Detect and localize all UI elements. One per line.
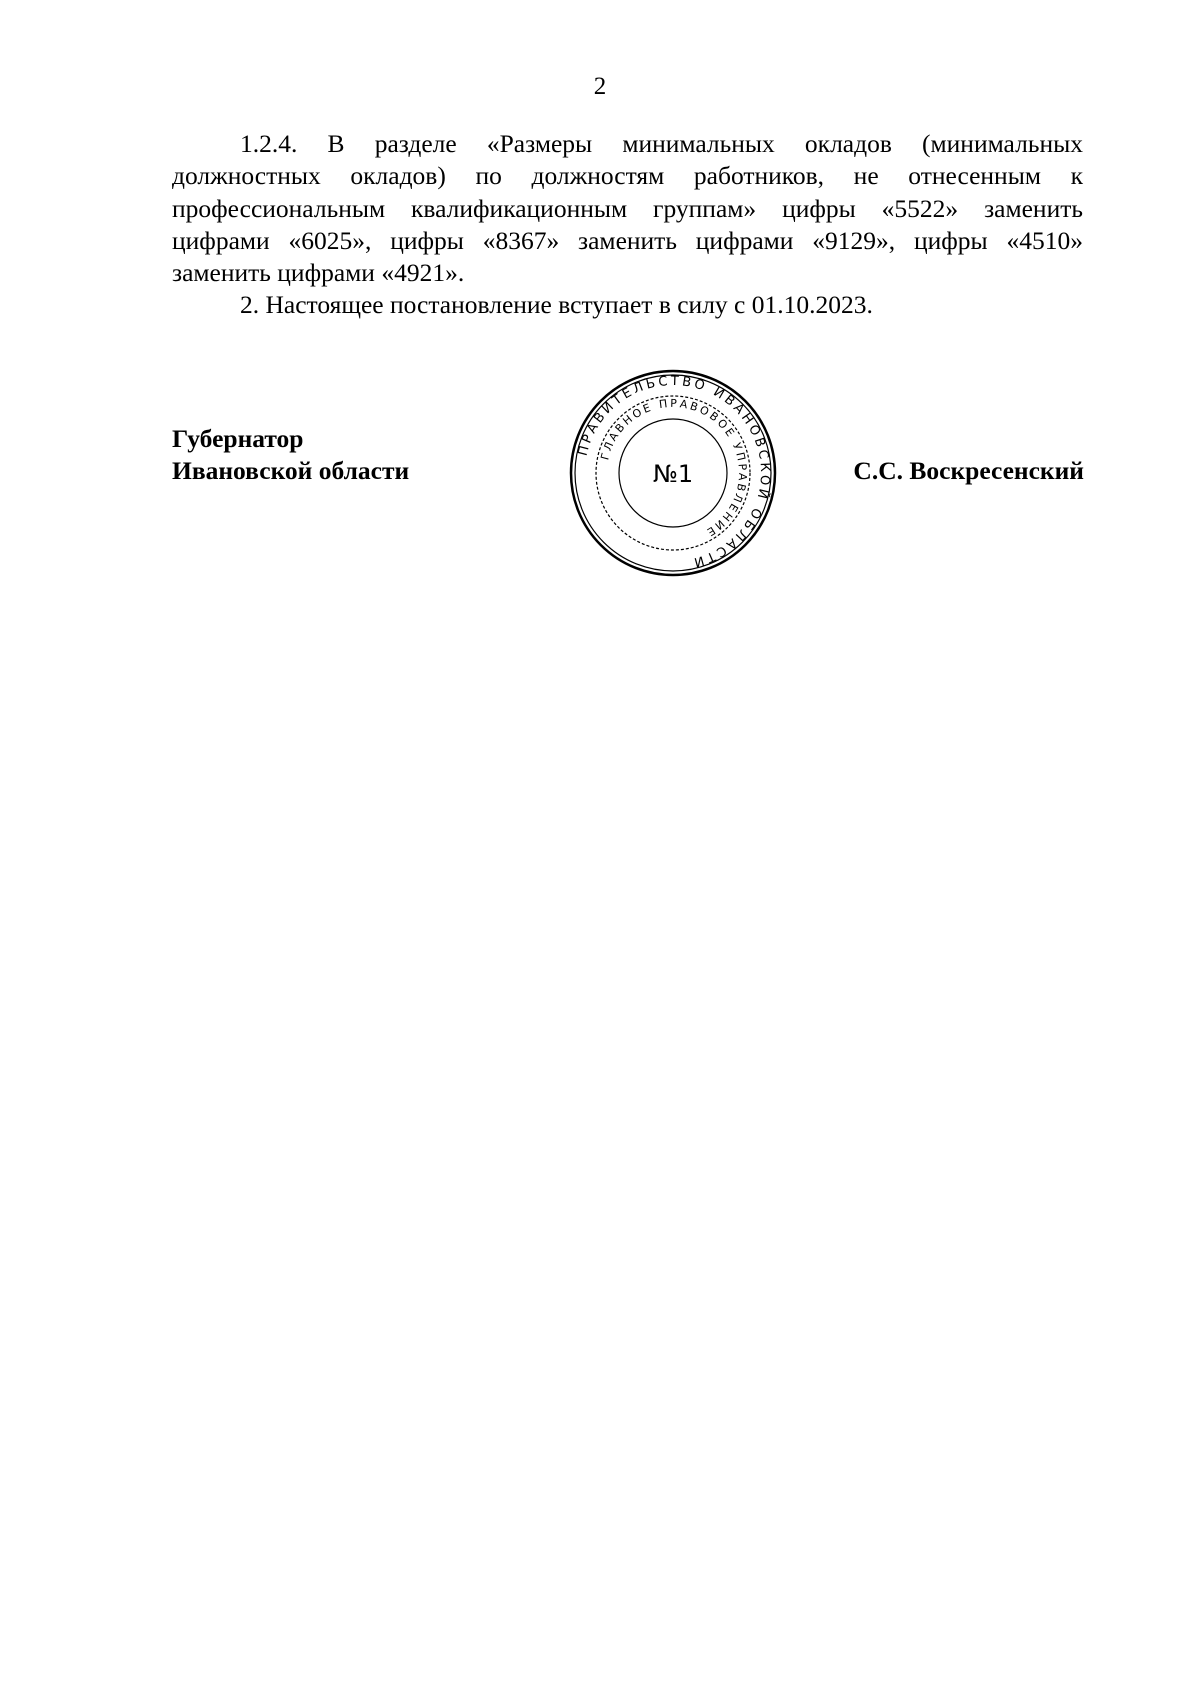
paragraph-2-effective-date: 2. Настоящее постановление вступает в силу с 01.10.2023.: [240, 290, 873, 320]
signatory-region: Ивановской области: [172, 456, 410, 485]
signatory-position: Губернатор: [172, 424, 304, 453]
document-body: [172, 128, 1083, 322]
paragraph-1-2-4: 1.2.4. В разделе «Размеры минимальных окладов (минимальных должностных окладов) по должностям работников, не отнесенным к профессиональным квалификационным группам» цифры «5522» заменить цифрами «6025», цифры «8367» заменить цифрами «9129», цифры «4510» заменить цифрами «4921».: [172, 129, 1083, 288]
seal-center-number: №1: [652, 460, 694, 488]
official-seal: [568, 368, 778, 578]
seal-inner-text: ГЛАВНОЕ ПРАВОВОЕ УПРАВЛЕНИЕ: [598, 396, 750, 540]
seal-graphic: [568, 368, 778, 578]
page-number: 2: [593, 73, 607, 100]
signatory-title: [172, 423, 409, 487]
seal-outer-text: ПРАВИТЕЛЬСТВО ИВАНОВСКОЙ ОБЛАСТИ: [575, 373, 773, 571]
signatory-name: С.С. Воскресенский: [853, 456, 1084, 485]
